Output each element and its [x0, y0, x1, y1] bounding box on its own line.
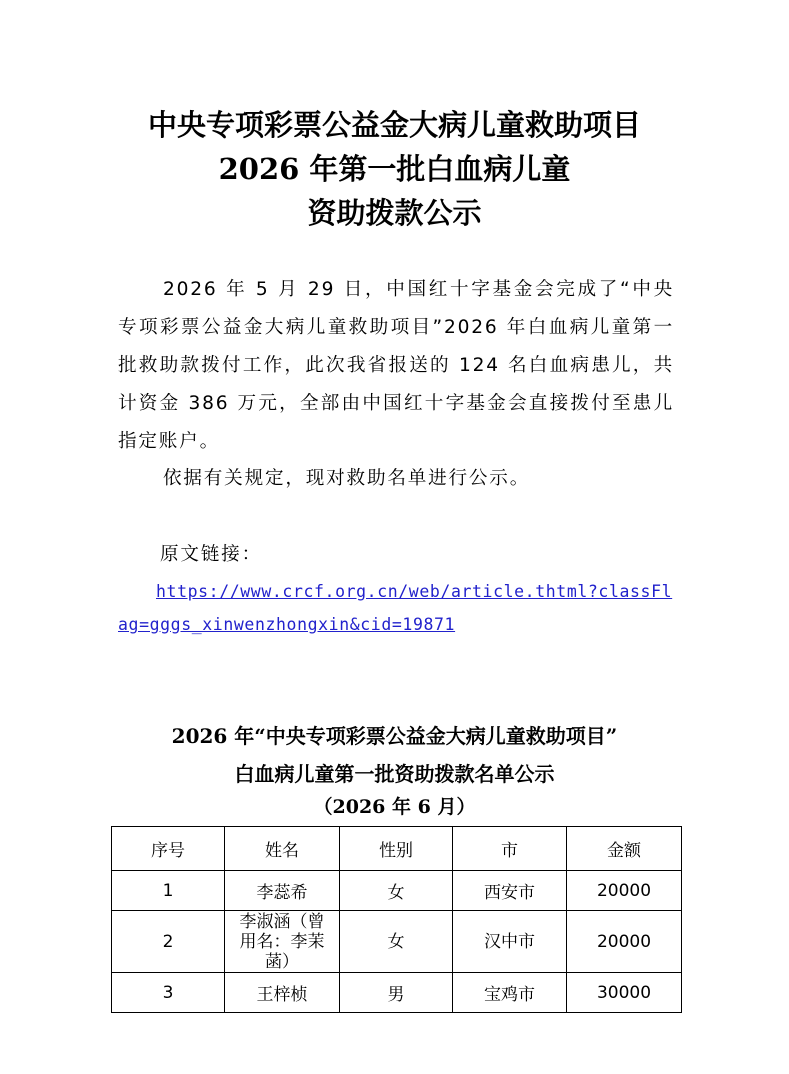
cell-name: 李蕊希	[225, 871, 340, 911]
table-header-row	[112, 827, 682, 871]
cell-gender: 女	[340, 911, 453, 973]
announcement-text: 2026 年 5 月 29 日，中国红十字基金会完成了“中央专项彩票公益金大病儿童救助项目”2026 年白血病儿童第一批救助款拨付工作，此次我省报送的 124 名白血病患儿，共计资金 386 万元，全部由中国红十字基金会直接拨付至患儿指定账户。	[118, 279, 674, 452]
list-title	[0, 717, 789, 821]
cell-gender: 女	[340, 871, 453, 911]
regulation-paragraph: 依据有关规定，现对救助名单进行公示。	[163, 468, 531, 489]
cell-no: 1	[112, 871, 225, 911]
table-row	[112, 911, 682, 973]
cell-no: 3	[112, 973, 225, 1013]
cell-city: 宝鸡市	[453, 973, 567, 1013]
source-link-label: 原文链接：	[160, 544, 262, 565]
cell-name: 李淑涵（曾用名：李茉菡）	[225, 911, 340, 973]
header-city: 市	[453, 827, 567, 871]
recipient-table	[111, 826, 682, 1013]
title-line-3: 资助拨款公示	[307, 196, 482, 230]
list-title-line-1: 2026 年“中央专项彩票公益金大病儿童救助项目”	[171, 724, 618, 748]
title-line-1: 中央专项彩票公益金大病儿童救助项目	[147, 108, 641, 142]
source-link-block	[118, 575, 674, 641]
announcement-paragraph	[118, 271, 674, 461]
header-gender: 性别	[340, 827, 453, 871]
cell-amount: 20000	[567, 871, 682, 911]
document-title	[0, 103, 789, 235]
list-title-date: （2026 年 6 月）	[313, 796, 476, 818]
title-line-2: 2026 年第一批白血病儿童	[218, 152, 571, 186]
cell-city: 西安市	[453, 871, 567, 911]
header-amount: 金额	[567, 827, 682, 871]
header-name: 姓名	[225, 827, 340, 871]
list-title-line-2: 白血病儿童第一批资助拨款名单公示	[234, 762, 555, 786]
header-no: 序号	[112, 827, 225, 871]
cell-city: 汉中市	[453, 911, 567, 973]
cell-gender: 男	[340, 973, 453, 1013]
cell-no: 2	[112, 911, 225, 973]
table-row	[112, 973, 682, 1013]
source-link-line-2[interactable]: ag=gggs_xinwenzhongxin&cid=19871	[118, 615, 456, 634]
cell-name: 王梓桢	[225, 973, 340, 1013]
cell-amount: 30000	[567, 973, 682, 1013]
table-row	[112, 871, 682, 911]
source-link-line-1[interactable]: https://www.crcf.org.cn/web/article.thtml?classFl	[156, 582, 673, 601]
cell-amount: 20000	[567, 911, 682, 973]
